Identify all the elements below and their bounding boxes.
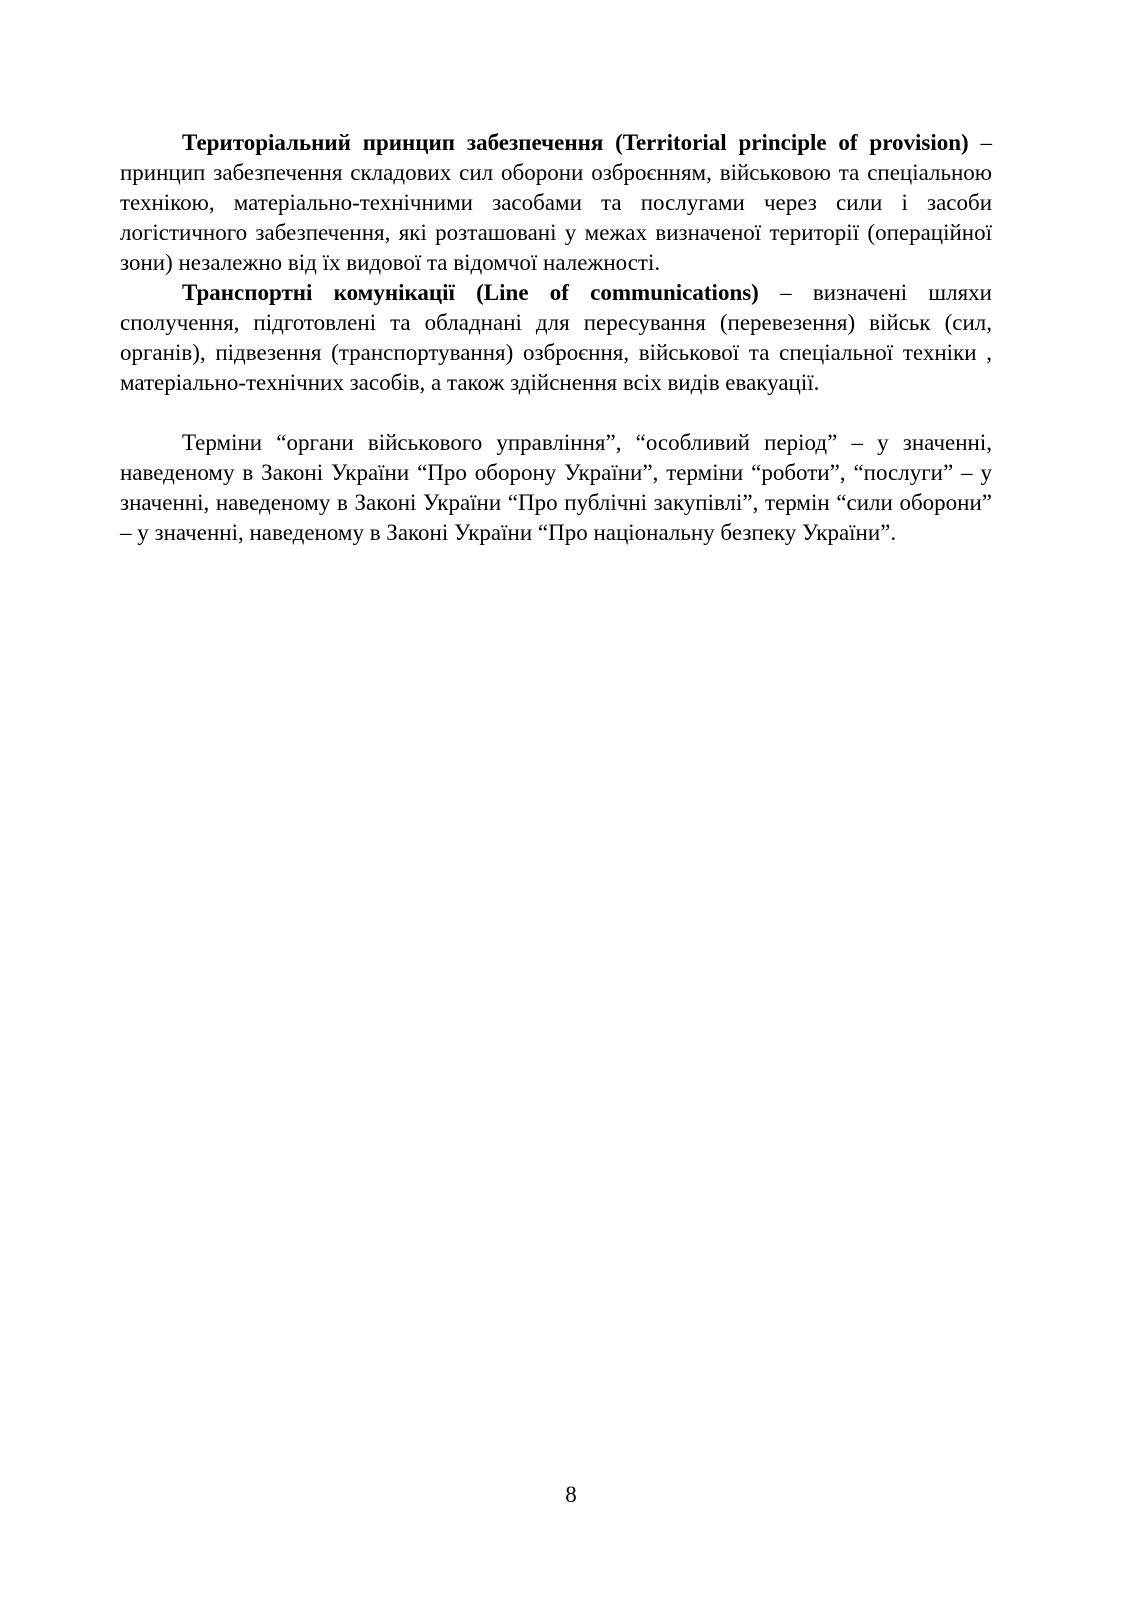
- page-number: 8: [565, 1482, 577, 1507]
- paragraph-transport-communications-text: – визначені шляхи сполучення, підготовлені та обладнані для пересування (перевезення) військ (сил, органів), підвезення (транспортування) озброєння, військової та спеціальної техніки , матеріально-технічних засобів, а також здійснення всіх видів евакуації.: [120, 280, 992, 395]
- document-content: [120, 128, 992, 548]
- paragraph-transport-communications: [120, 278, 992, 398]
- paragraph-terms-definitions: [120, 428, 992, 548]
- term-territorial-principle: Територіальний принцип забезпечення (Territorial principle of provision): [182, 130, 969, 155]
- term-transport-communications: Транспортні комунікації (Line of communications): [182, 280, 759, 305]
- paragraph-terms-definitions-text: Терміни “органи військового управління”, “особливий період” – у значенні, наведеному в Законі України “Про оборону України”, терміни “роботи”, “послуги” – у значенні, наведеному в Законі України “Про публічні закупівлі”, термін “сили оборони” – у значенні, наведеному в Законі України “Про національну безпеку України”.: [120, 430, 992, 545]
- paragraph-territorial-principle: [120, 128, 992, 278]
- paragraph-territorial-principle-text: – принцип забезпечення складових сил оборони озброєнням, військовою та спеціальною технікою, матеріально-технічними засобами та послугами через сили і засоби логістичного забезпечення, які розташовані у межах визначеної території (операційної зони) незалежно від їх видової та відомчої належності.: [120, 130, 993, 275]
